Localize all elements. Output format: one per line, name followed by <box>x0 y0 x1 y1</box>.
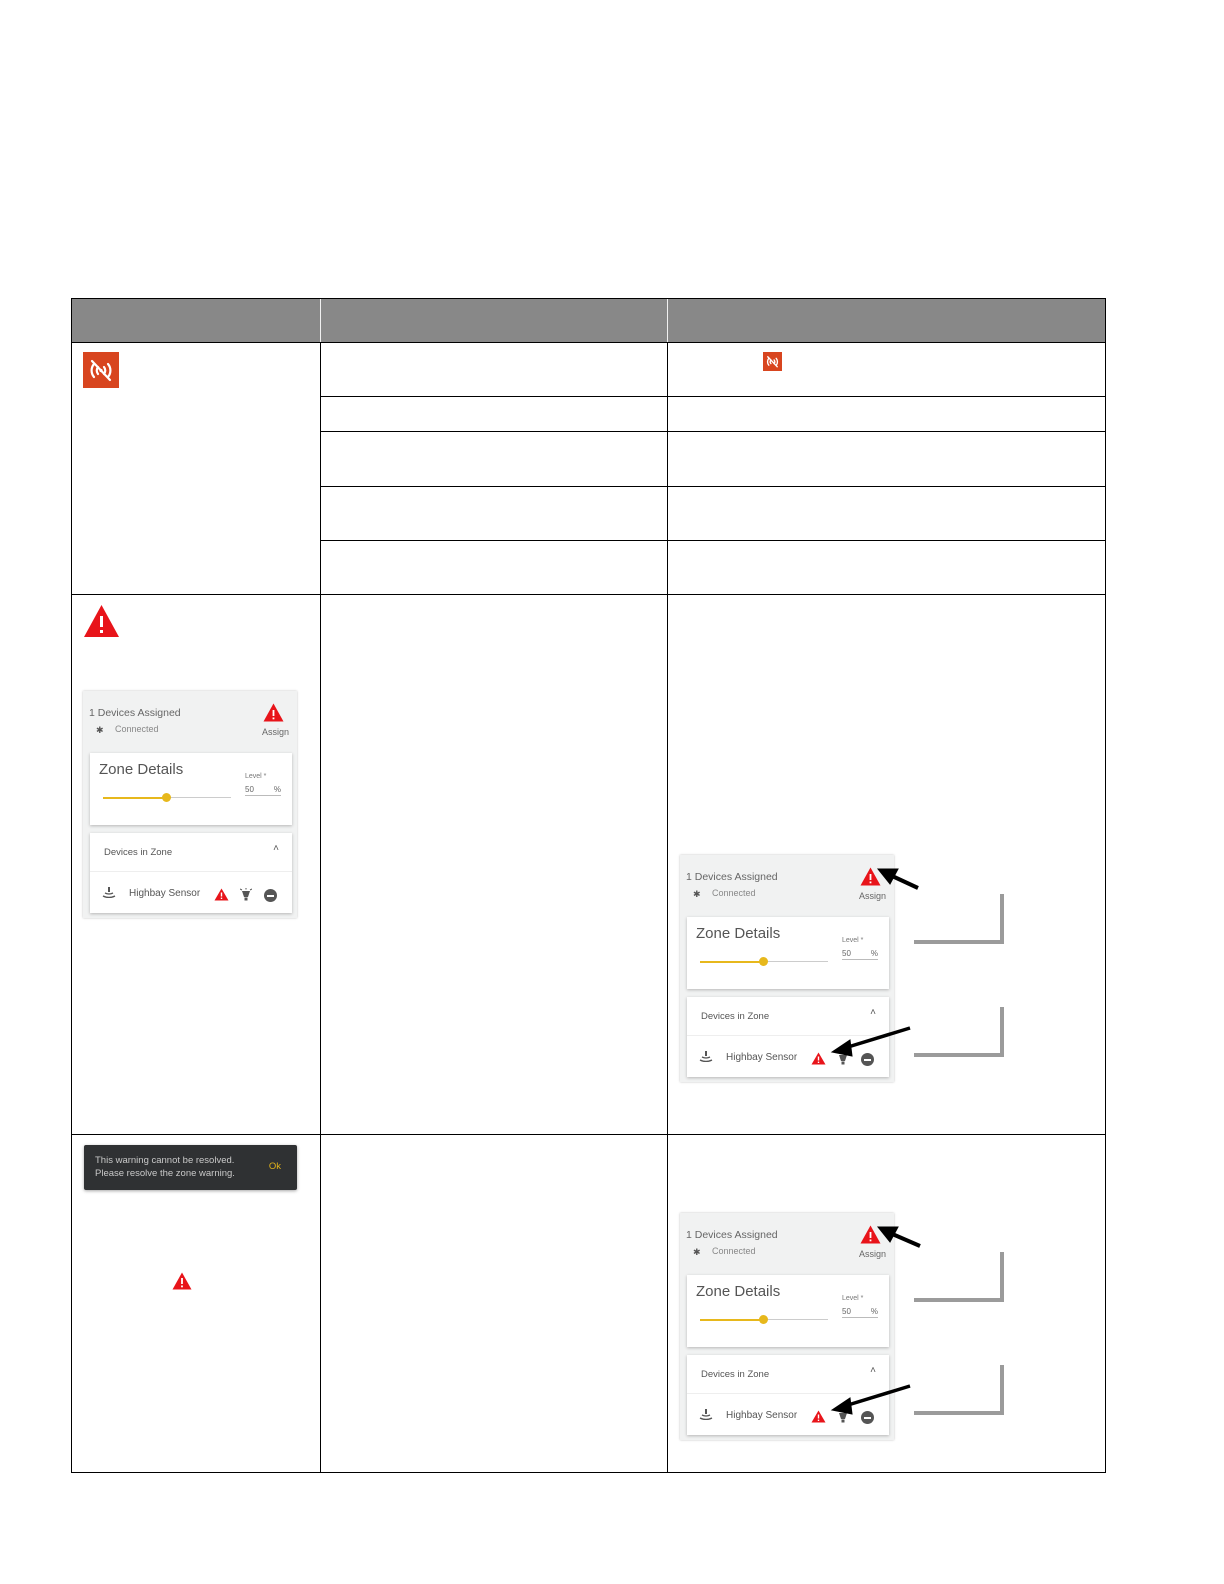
table-border <box>71 298 72 1473</box>
warning-icon <box>172 1272 192 1290</box>
header-divider <box>320 298 321 342</box>
row-divider <box>71 1134 1106 1135</box>
toast-message-line1: This warning cannot be resolved. <box>95 1155 235 1166</box>
toast-message-line2: Please resolve the zone warning. <box>95 1168 235 1179</box>
zone-card <box>83 691 297 918</box>
sensor-icon <box>102 885 116 897</box>
devices-in-zone-panel <box>90 833 292 913</box>
callout-bracket <box>914 1007 1004 1057</box>
devices-in-zone-title: Devices in Zone <box>104 847 173 858</box>
table-border <box>71 298 1106 299</box>
chevron-up-icon[interactable]: ˄ <box>870 1007 876 1018</box>
no-signal-icon <box>763 352 782 371</box>
row-divider <box>71 594 1106 595</box>
remove-device-icon[interactable] <box>264 889 277 902</box>
devices-in-zone-title: Devices in Zone <box>701 1369 770 1380</box>
assign-button[interactable]: Assign <box>858 1249 886 1259</box>
warning-icon <box>83 604 120 638</box>
bluetooth-icon: ✱ <box>693 889 701 899</box>
devices-assigned-label: 1 Devices Assigned <box>89 707 181 719</box>
connection-status: Connected <box>712 1246 756 1256</box>
sensor-name: Highbay Sensor <box>726 1052 798 1063</box>
assign-button[interactable]: Assign <box>261 727 289 737</box>
column-divider <box>667 342 668 1473</box>
sensor-name: Highbay Sensor <box>726 1410 798 1421</box>
row-divider <box>320 540 1106 541</box>
level-input[interactable]: 50 % <box>842 949 878 958</box>
sensor-icon <box>699 1049 713 1061</box>
zone-details-title: Zone Details <box>696 925 781 942</box>
zone-details-title: Zone Details <box>696 1283 781 1300</box>
assign-button[interactable]: Assign <box>858 891 886 901</box>
no-signal-icon <box>83 352 119 388</box>
connection-status: Connected <box>115 724 159 734</box>
sensor-name: Highbay Sensor <box>129 888 201 899</box>
warning-icon[interactable] <box>263 703 284 727</box>
table-header <box>71 298 1106 342</box>
slider-handle[interactable] <box>759 1315 768 1324</box>
callout-bracket <box>914 894 1004 944</box>
row-divider <box>71 342 1106 343</box>
slider-handle[interactable] <box>162 793 171 802</box>
callout-bracket <box>914 1365 1004 1415</box>
row-divider <box>320 486 1106 487</box>
table-border <box>71 1472 1106 1473</box>
chevron-up-icon[interactable]: ˄ <box>273 843 279 854</box>
devices-in-zone-title: Devices in Zone <box>701 1011 770 1022</box>
level-slider[interactable] <box>700 1319 828 1320</box>
slider-handle[interactable] <box>759 957 768 966</box>
bluetooth-icon: ✱ <box>96 725 104 735</box>
level-input[interactable]: 50 % <box>842 1307 878 1316</box>
zone-details-panel <box>90 753 292 825</box>
row-divider <box>320 431 1106 432</box>
zone-details-title: Zone Details <box>99 761 184 778</box>
level-slider[interactable] <box>700 961 828 962</box>
callout-bracket <box>914 1252 1004 1302</box>
bluetooth-icon: ✱ <box>693 1247 701 1257</box>
warning-icon[interactable] <box>214 888 229 906</box>
sensor-icon <box>699 1407 713 1419</box>
devices-assigned-label: 1 Devices Assigned <box>686 1229 778 1241</box>
devices-assigned-label: 1 Devices Assigned <box>686 871 778 883</box>
toast-ok-button[interactable]: Ok <box>268 1161 281 1172</box>
table-border <box>1105 298 1106 1473</box>
level-label: Level * <box>245 773 267 780</box>
row-divider <box>320 396 1106 397</box>
bulb-icon[interactable] <box>240 888 252 902</box>
column-divider <box>320 342 321 1473</box>
warning-toast <box>84 1145 297 1190</box>
chevron-up-icon[interactable]: ˄ <box>870 1365 876 1376</box>
level-input[interactable]: 50 % <box>245 785 281 794</box>
level-label: Level * <box>842 937 864 944</box>
connection-status: Connected <box>712 888 756 898</box>
level-label: Level * <box>842 1295 864 1302</box>
header-divider <box>667 298 668 342</box>
level-slider[interactable] <box>103 797 231 798</box>
